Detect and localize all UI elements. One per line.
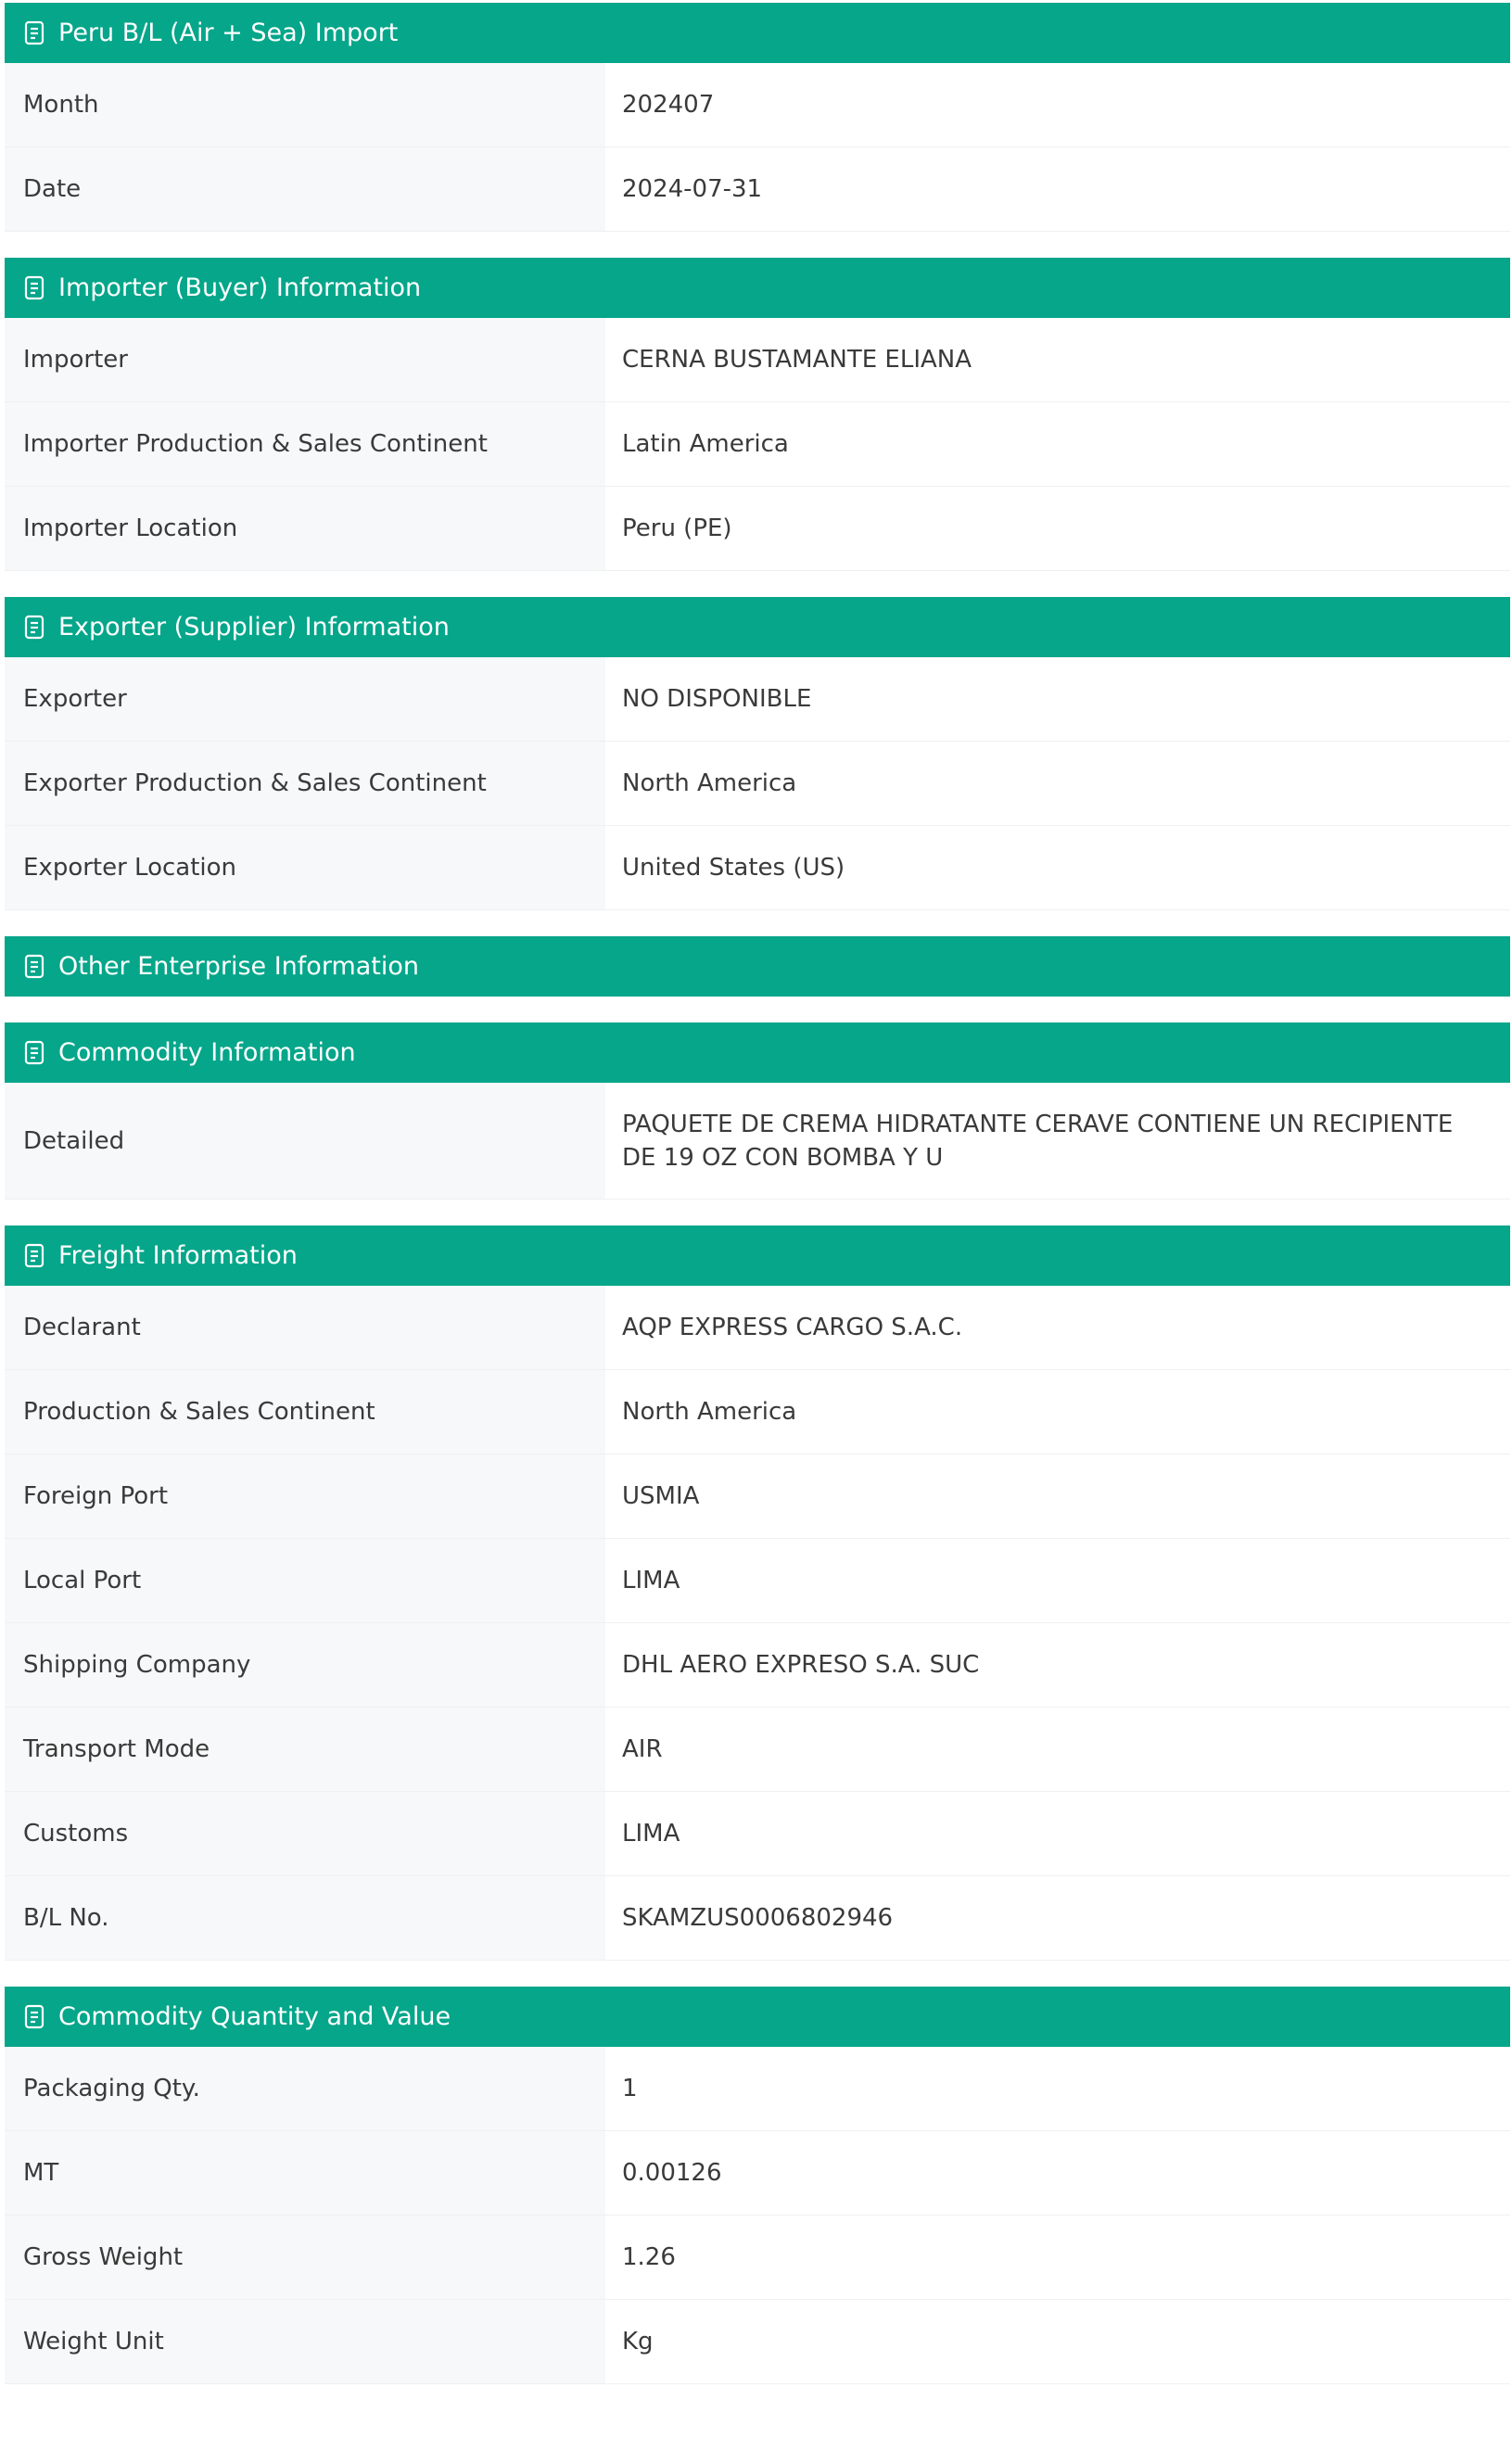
section-importer	[5, 258, 1510, 571]
document-icon	[23, 2004, 47, 2030]
section-header	[5, 258, 1510, 318]
row-label: Exporter Location	[5, 826, 605, 909]
row-label: Foreign Port	[5, 1454, 605, 1538]
row-value: AQP EXPRESS CARGO S.A.C.	[605, 1286, 1510, 1369]
row-value: PAQUETE DE CREMA HIDRATANTE CERAVE CONTIENE UN RECIPIENTE DE 19 OZ CON BOMBA Y U	[605, 1083, 1510, 1199]
row-label: Month	[5, 63, 605, 146]
row-label: Date	[5, 147, 605, 231]
section-header	[5, 1226, 1510, 1286]
row-value: 0.00126	[605, 2131, 1510, 2215]
row-label: Packaging Qty.	[5, 2047, 605, 2130]
row-value: Latin America	[605, 402, 1510, 486]
table-row	[5, 1286, 1510, 1370]
row-value: Peru (PE)	[605, 487, 1510, 570]
document-icon	[23, 275, 47, 301]
table-row	[5, 1370, 1510, 1454]
table-row	[5, 2300, 1510, 2384]
row-label: Importer	[5, 318, 605, 401]
row-value: CERNA BUSTAMANTE ELIANA	[605, 318, 1510, 401]
row-value: LIMA	[605, 1792, 1510, 1875]
row-label: Local Port	[5, 1539, 605, 1622]
row-value: 2024-07-31	[605, 147, 1510, 231]
row-label: MT	[5, 2131, 605, 2215]
row-label: Exporter Production & Sales Continent	[5, 742, 605, 825]
row-value: 1.26	[605, 2216, 1510, 2299]
section-quantity-value	[5, 1987, 1510, 2384]
table-row	[5, 2047, 1510, 2131]
section-header	[5, 597, 1510, 657]
row-value: AIR	[605, 1708, 1510, 1791]
table-row	[5, 2131, 1510, 2216]
row-value: North America	[605, 1370, 1510, 1454]
row-label: Detailed	[5, 1083, 605, 1199]
section-title: Commodity Quantity and Value	[58, 2002, 451, 2031]
table-row	[5, 63, 1510, 147]
row-label: Shipping Company	[5, 1623, 605, 1707]
row-label: Exporter	[5, 657, 605, 741]
table-row	[5, 1792, 1510, 1876]
section-freight	[5, 1226, 1510, 1961]
document-icon	[23, 615, 47, 641]
table-row	[5, 1623, 1510, 1708]
section-title: Commodity Information	[58, 1038, 356, 1067]
row-label: B/L No.	[5, 1876, 605, 1960]
row-label: Importer Production & Sales Continent	[5, 402, 605, 486]
table-row	[5, 1083, 1510, 1200]
row-label: Production & Sales Continent	[5, 1370, 605, 1454]
row-label: Customs	[5, 1792, 605, 1875]
table-row	[5, 487, 1510, 571]
document-icon	[23, 1040, 47, 1066]
row-value: North America	[605, 742, 1510, 825]
section-header	[5, 1022, 1510, 1083]
row-label: Gross Weight	[5, 2216, 605, 2299]
table-row	[5, 826, 1510, 910]
section-header	[5, 936, 1510, 997]
section-commodity	[5, 1022, 1510, 1200]
document-icon	[23, 954, 47, 980]
row-value: DHL AERO EXPRESO S.A. SUC	[605, 1623, 1510, 1707]
row-label: Declarant	[5, 1286, 605, 1369]
row-value: 202407	[605, 63, 1510, 146]
section-header	[5, 3, 1510, 63]
table-row	[5, 1454, 1510, 1539]
row-label: Importer Location	[5, 487, 605, 570]
document-icon	[23, 1243, 47, 1269]
section-header	[5, 1987, 1510, 2047]
section-title: Other Enterprise Information	[58, 952, 420, 981]
row-value: SKAMZUS0006802946	[605, 1876, 1510, 1960]
section-title: Freight Information	[58, 1241, 298, 1270]
table-row	[5, 1539, 1510, 1623]
table-row	[5, 742, 1510, 826]
section-title: Exporter (Supplier) Information	[58, 613, 450, 641]
row-label: Transport Mode	[5, 1708, 605, 1791]
document-icon	[23, 20, 47, 46]
section-title: Peru B/L (Air + Sea) Import	[58, 19, 399, 47]
table-row	[5, 402, 1510, 487]
row-value: United States (US)	[605, 826, 1510, 909]
row-value: Kg	[605, 2300, 1510, 2383]
row-value: 1	[605, 2047, 1510, 2130]
table-row	[5, 1876, 1510, 1961]
table-row	[5, 1708, 1510, 1792]
section-exporter	[5, 597, 1510, 910]
row-label: Weight Unit	[5, 2300, 605, 2383]
table-row	[5, 657, 1510, 742]
table-row	[5, 2216, 1510, 2300]
row-value: NO DISPONIBLE	[605, 657, 1510, 741]
section-other-enterprise	[5, 936, 1510, 997]
table-row	[5, 318, 1510, 402]
table-row	[5, 147, 1510, 232]
row-value: USMIA	[605, 1454, 1510, 1538]
row-value: LIMA	[605, 1539, 1510, 1622]
section-title: Importer (Buyer) Information	[58, 273, 422, 302]
section-bl-import	[5, 3, 1510, 232]
